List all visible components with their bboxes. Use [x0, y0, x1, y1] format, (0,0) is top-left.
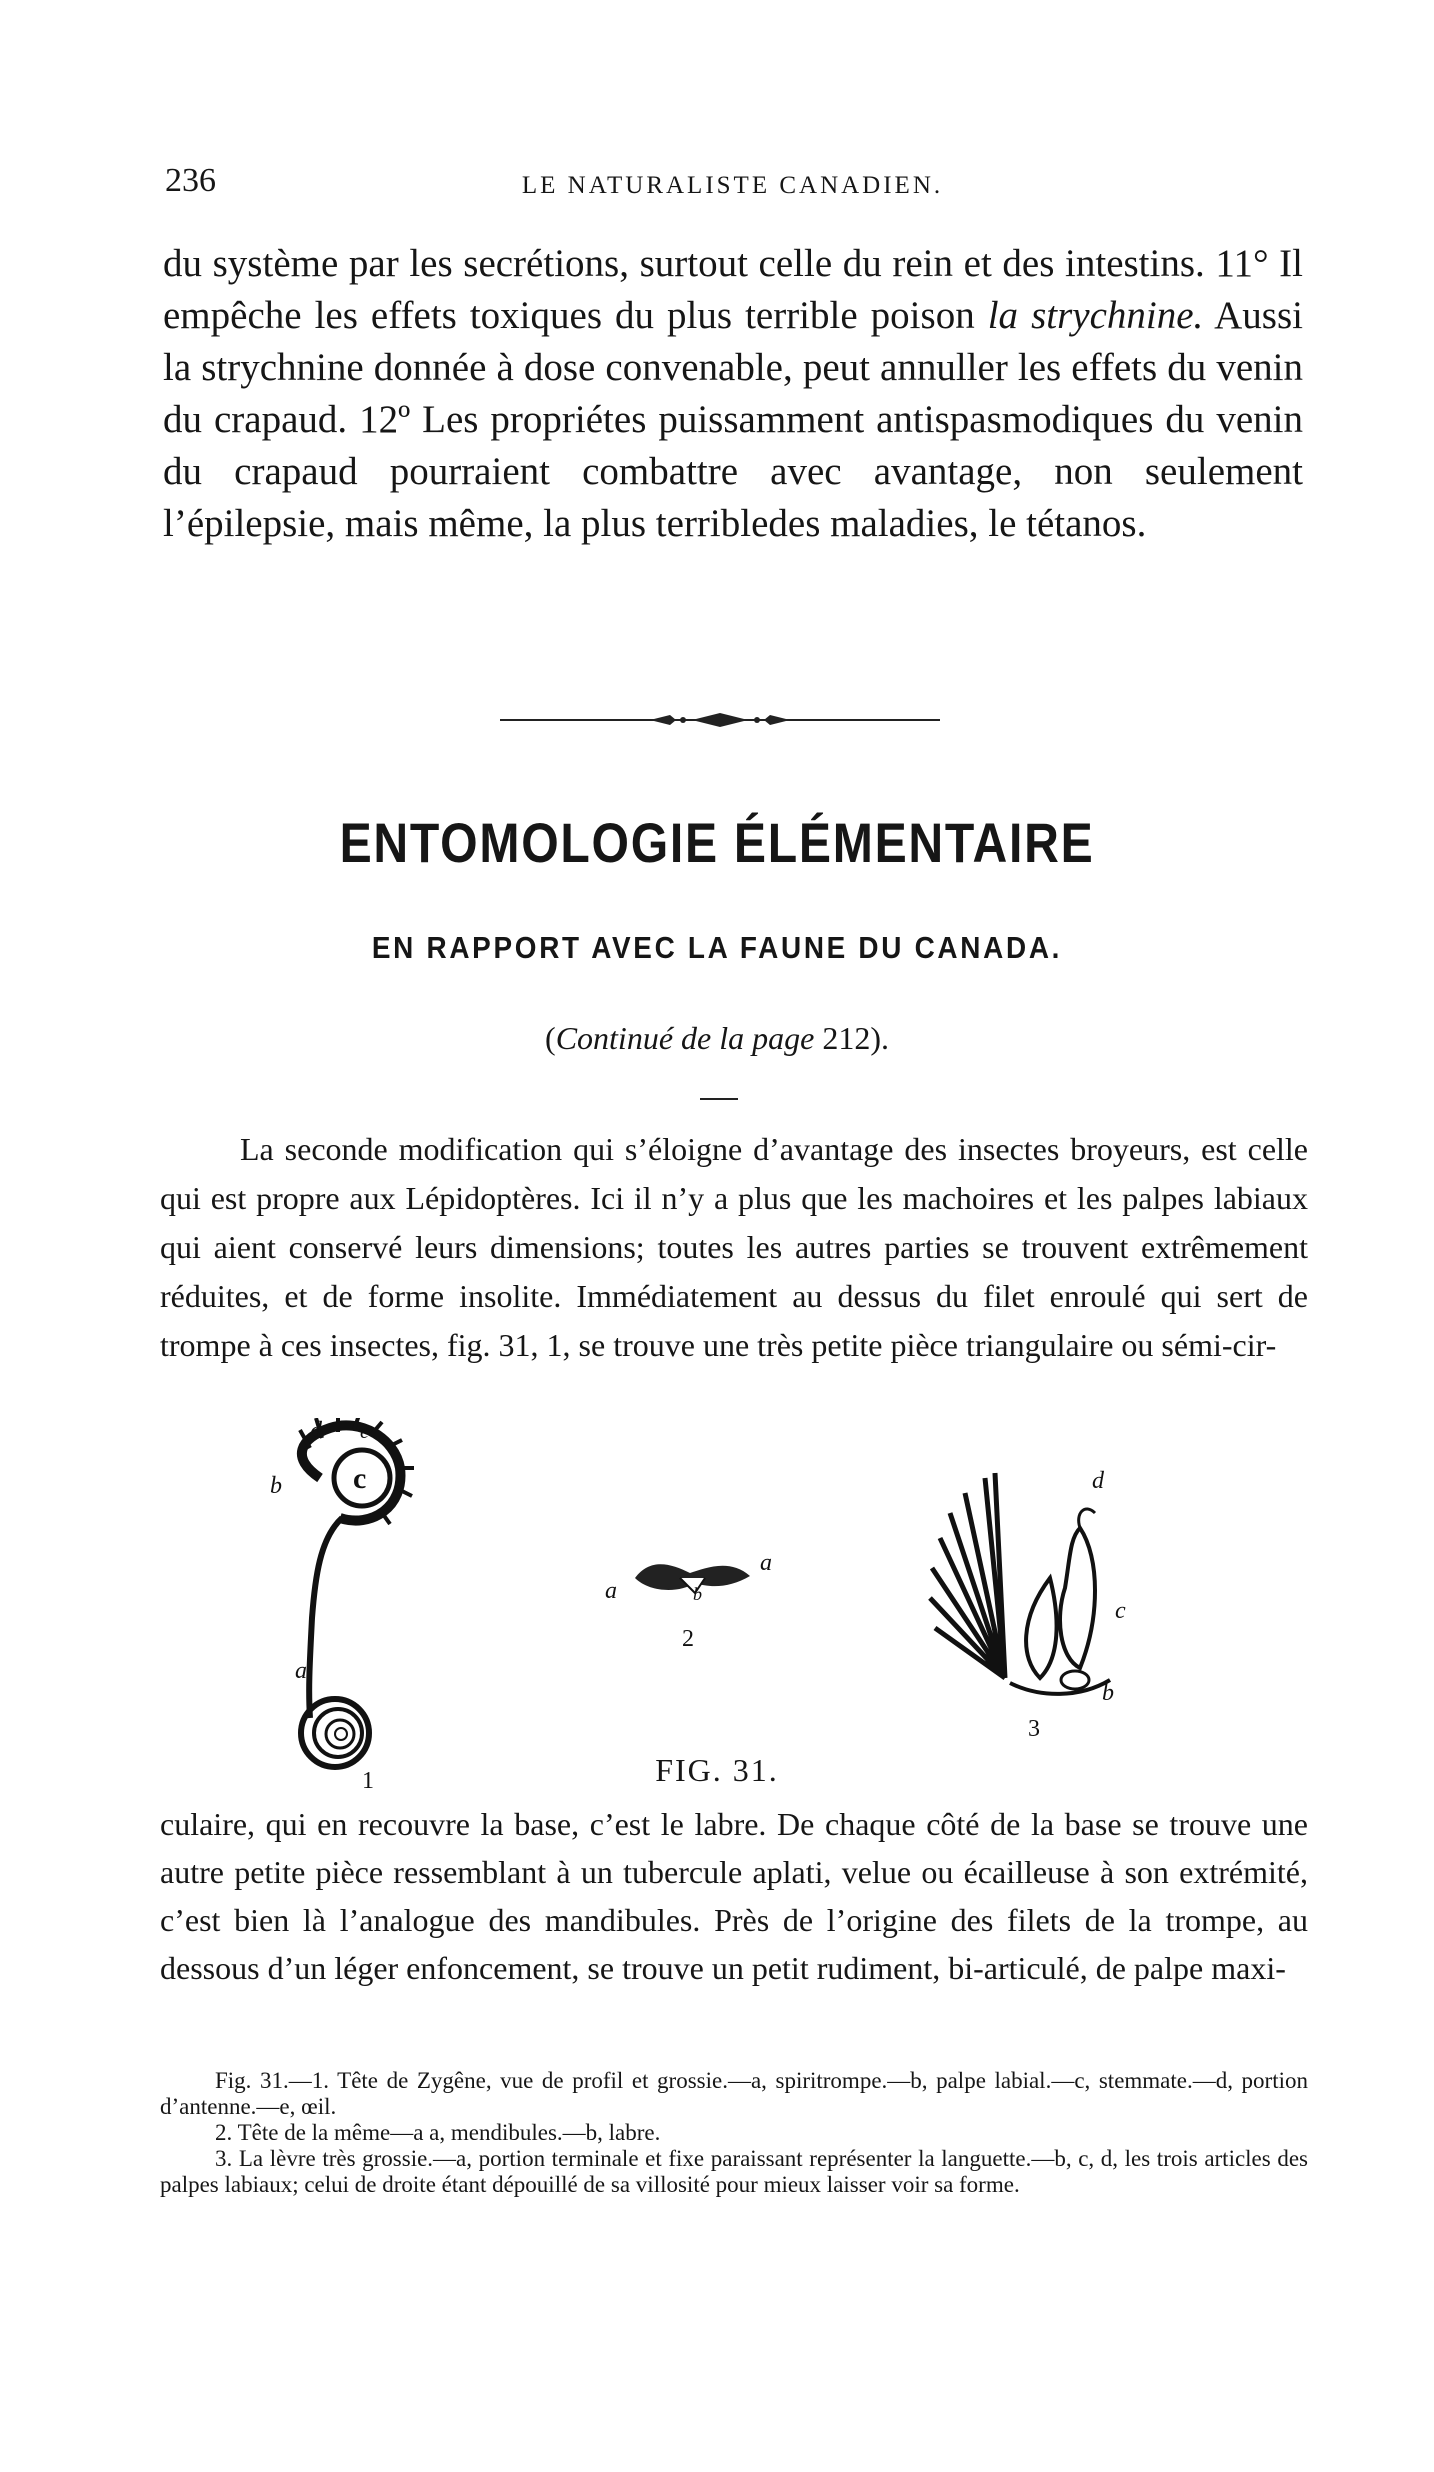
panel-1-label-d: d: [310, 1418, 322, 1444]
panel-3-number: 3: [1028, 1716, 1040, 1742]
paragraph-labre: [160, 1800, 1308, 1992]
running-title: LE NATURALISTE CANADIEN.: [521, 172, 944, 199]
paragraph-lepidopteres: [160, 1125, 1308, 1370]
figure-panel-1: [270, 1418, 414, 1794]
footnote-3: 3. La lèvre très grossie.—a, portion terminale et fixe paraissant représenter la languette.—b, c, d, les trois articles des palpes labiaux; celui de droite étant dépouillé de sa villosité pour mieux laisser voir sa forme.: [160, 2146, 1308, 2197]
figure-caption: FIG. 31.: [655, 1752, 779, 1788]
paragraph-venin-text-2: Aussi la strychnine donnée à dose convenable, peut annuller les effets du venin du crapaud. 12º Les propriétes puissamment antispasmodiques du venin du crapaud pourraient combattre avec avantage, non seulement l’épilepsie, mais même, la plus terribledes maladies, le tétanos.: [163, 294, 1303, 545]
panel-3-label-b: b: [1102, 1680, 1114, 1706]
figure-panel-2: [605, 1550, 772, 1652]
paragraph-venin-italic: la strychnine.: [987, 294, 1204, 337]
continued-open: (: [545, 1020, 556, 1056]
continued-page: 212).: [814, 1020, 889, 1056]
panel-3-label-c: c: [1115, 1598, 1126, 1624]
panel-1-number: 1: [362, 1768, 374, 1794]
page-header: [165, 162, 1300, 202]
ornament-divider: [500, 705, 940, 735]
panel-2-label-a-left: a: [605, 1578, 617, 1604]
short-rule: [700, 1098, 738, 1100]
figure-panel-3: [930, 1468, 1126, 1742]
footnote-2: 2. Tête de la même—a a, mendibules.—b, labre.: [215, 2120, 661, 2145]
panel-1-label-e: e: [360, 1421, 369, 1443]
panel-2-label-a-right: a: [760, 1550, 772, 1576]
continued-note: [0, 1020, 1434, 1057]
continued-italic: Continué de la page: [555, 1020, 815, 1056]
paragraph-venin-text-1: du système par les secrétions, surtout celle du rein et des intestins. 11° Il empêche les effets toxiques du plus terrible poison: [163, 242, 1303, 337]
figure-31-illustration: [250, 1418, 1260, 1798]
paragraph-lepidopteres-text: La seconde modification qui s’éloigne d’avantage des insectes broyeurs, est celle qui est propre aux Lépidoptères. Ici il n’y a plus que les machoires et les palpes labiaux qui aient conservé leurs dimensions; toutes les autres parties se trouvent extrêmement réduites, et de forme insolite. Immédiatement au dessus du filet enroulé qui sert de trompe à ces insectes, fig. 31, 1, se trouve une très petite pièce triangulaire ou sémi-cir-: [160, 1131, 1308, 1363]
panel-1-label-a: a: [295, 1658, 307, 1684]
section-title: ENTOMOLOGIE ÉLÉMENTAIRE: [339, 811, 1095, 874]
panel-3-label-d: d: [1092, 1468, 1104, 1494]
section-subtitle: EN RAPPORT AVEC LA FAUNE DU CANADA.: [371, 930, 1063, 965]
footnote-1: Fig. 31.—1. Tête de Zygêne, vue de profil et grossie.—a, spiritrompe.—b, palpe labial.—c, stemmate.—d, portion d’antenne.—e, œil.: [160, 2068, 1308, 2119]
panel-2-number: 2: [682, 1626, 694, 1652]
paragraph-labre-text: culaire, qui en recouvre la base, c’est le labre. De chaque côté de la base se trouve une autre petite pièce ressemblant à un tubercule aplati, velue ou écailleuse à son extrémité, c’est bien là l’analogue des mandibules. Près de l’origine des filets de la trompe, au dessous d’un léger enfoncement, se trouve un petit rudiment, bi-articulé, de palpe maxi-: [160, 1806, 1308, 1986]
panel-1-label-b: b: [270, 1473, 282, 1499]
paragraph-venin: [163, 238, 1303, 550]
panel-2-label-b: b: [693, 1584, 702, 1604]
footnotes: [160, 2068, 1308, 2198]
panel-1-label-c: c: [353, 1462, 367, 1495]
page-number: 236: [165, 162, 216, 199]
